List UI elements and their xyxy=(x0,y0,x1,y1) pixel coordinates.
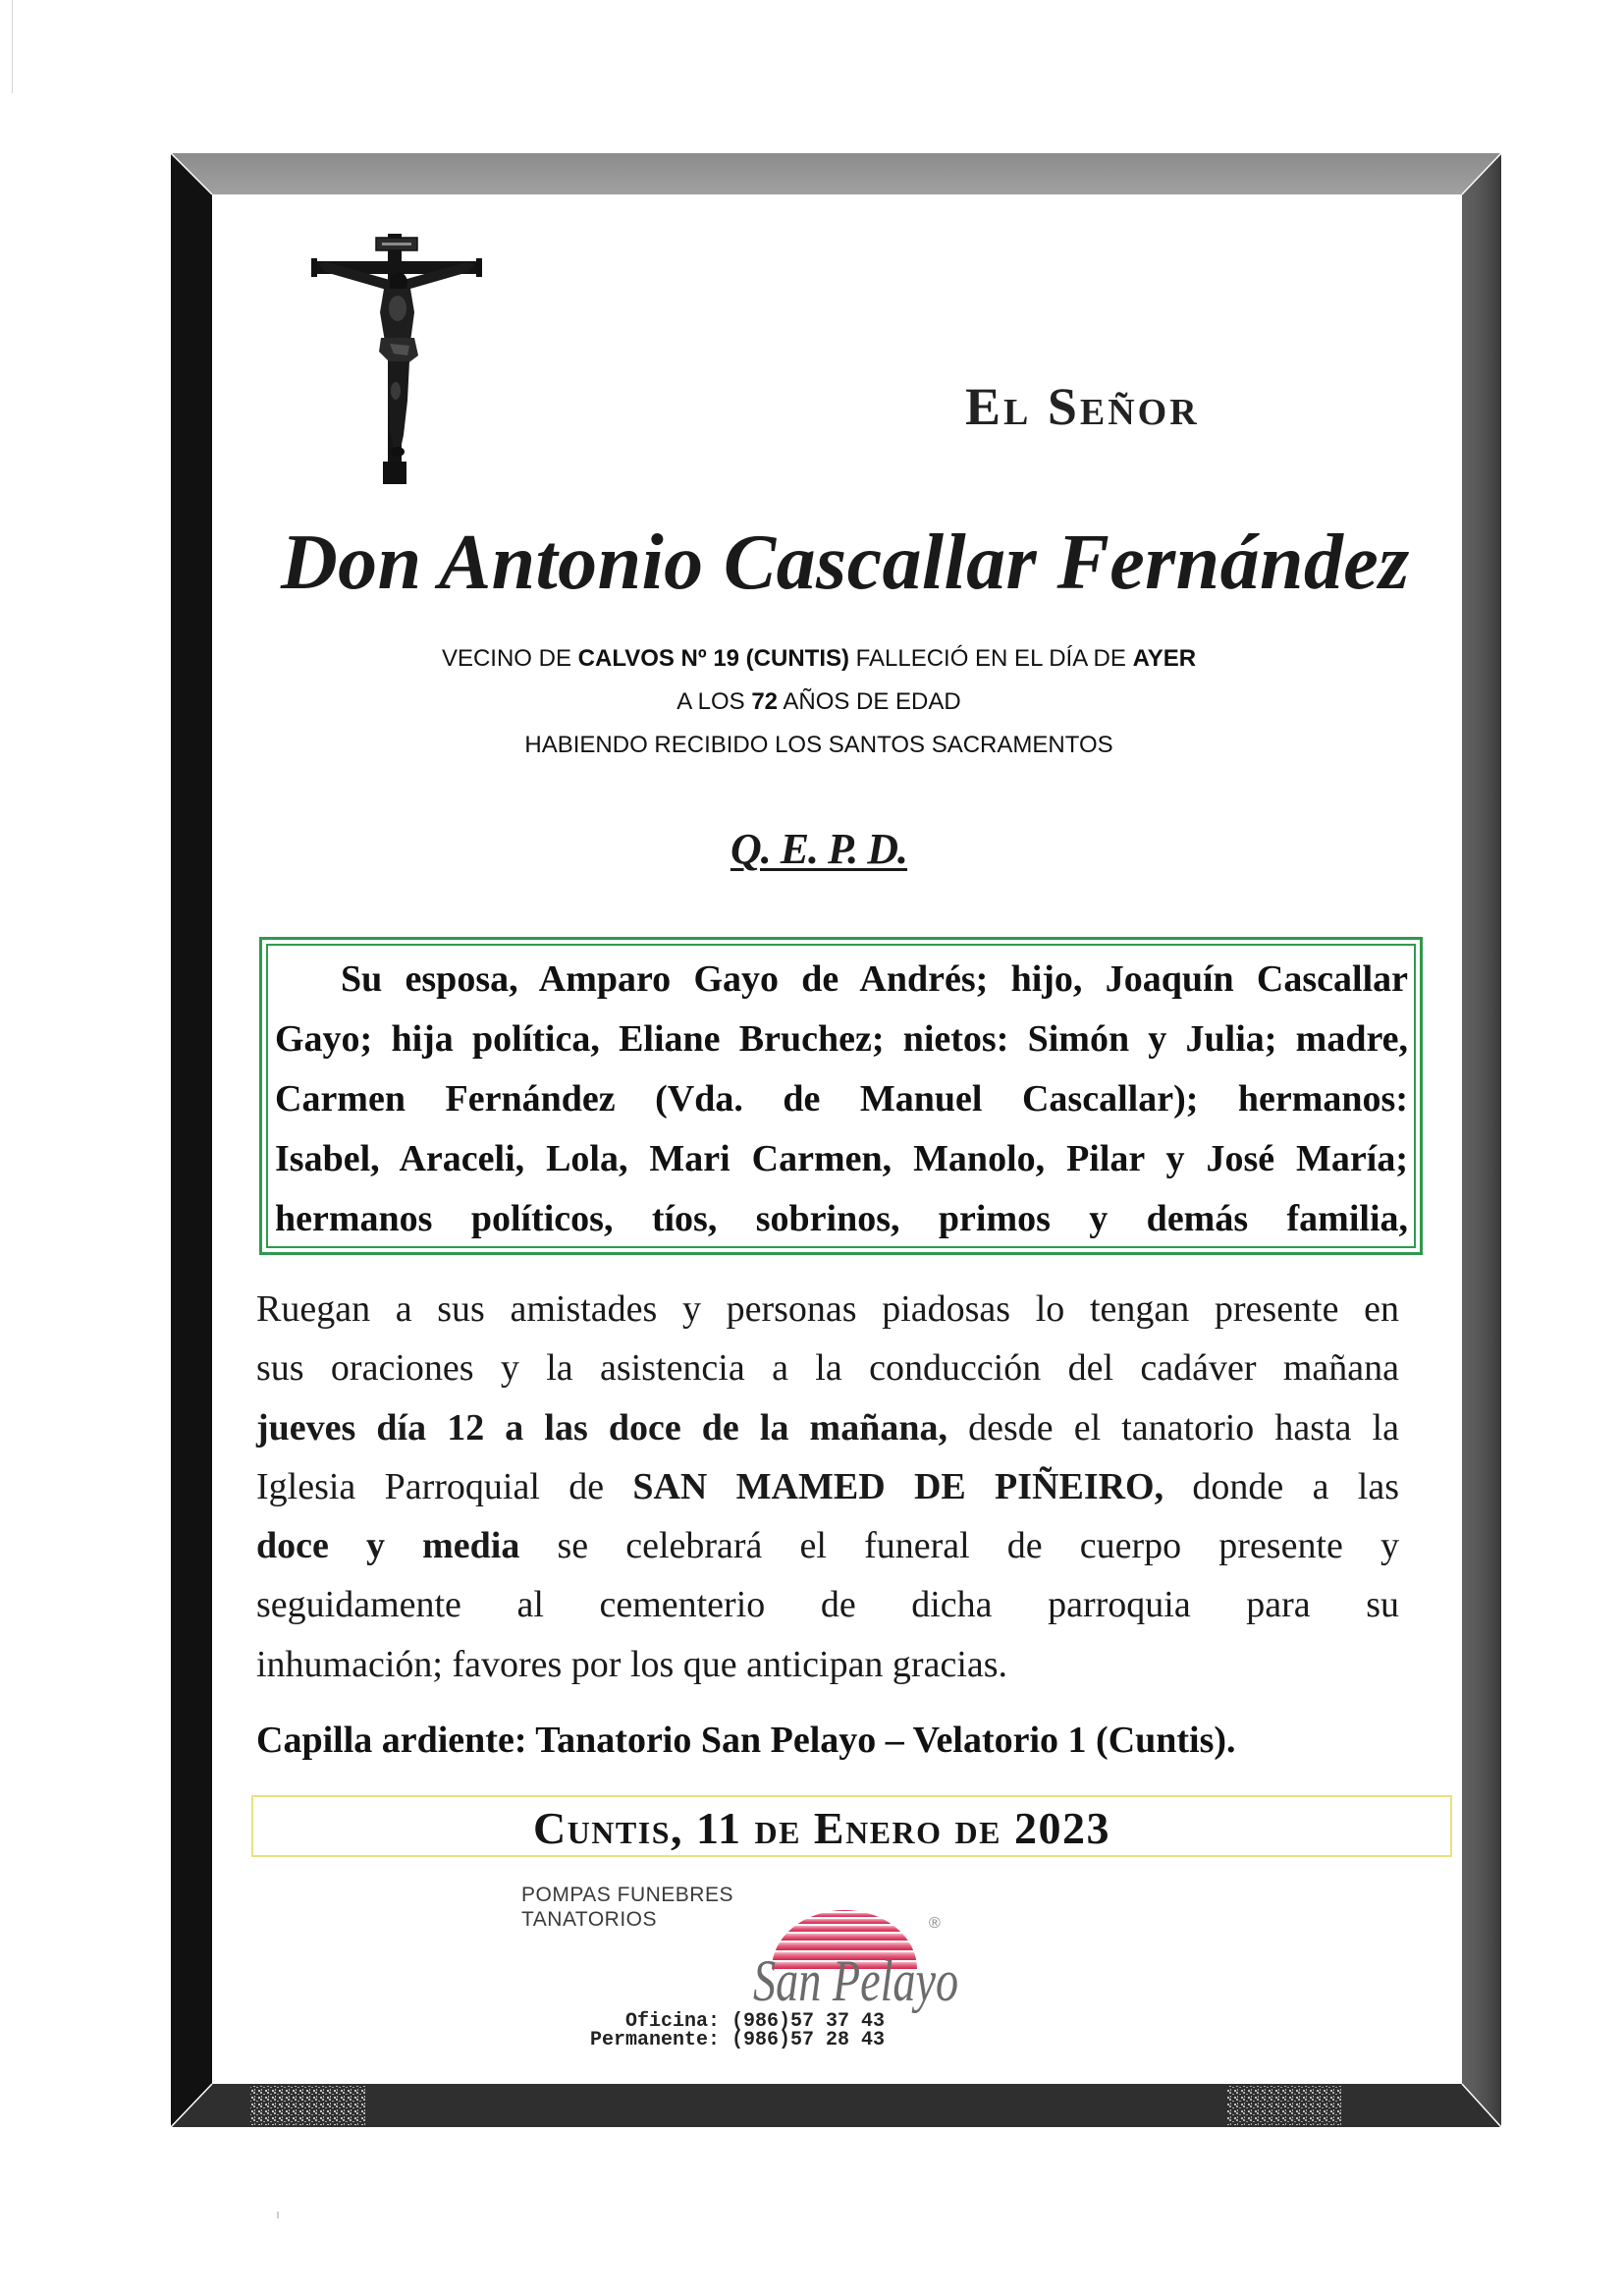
service-line: POMPAS FUNEBRES xyxy=(521,1884,733,1906)
frame-bottom-speckle-left xyxy=(250,2086,366,2125)
scan-artifact-line xyxy=(12,0,13,93)
family-line: hermanos políticos, tíos, sobrinos, primos y demás familia, xyxy=(275,1198,1408,1239)
request-line xyxy=(256,1516,1399,1575)
figure-chest-highlight xyxy=(389,296,406,321)
phone-list xyxy=(590,2012,885,2050)
details-text: VECINO DE xyxy=(441,645,578,672)
crucifix-title-marks xyxy=(382,243,411,246)
request-line xyxy=(256,1575,1399,1634)
frame-right-shade xyxy=(1462,153,1501,2127)
crucifix-icon xyxy=(311,234,483,484)
family-line: Carmen Fernández (Vda. de Manuel Cascallar); hermanos: xyxy=(275,1078,1408,1120)
logo-stripe xyxy=(771,1926,918,1932)
qepd-text: Q. E. P. D. xyxy=(730,825,908,873)
request-parish: SAN MAMED DE PIÑEIRO, xyxy=(632,1465,1164,1507)
phone-number: (986)57 37 43 xyxy=(731,2010,886,2033)
logo-wordmark: San Pelayo xyxy=(753,1948,959,2013)
service-line: TANATORIOS xyxy=(521,1908,658,1931)
request-line xyxy=(256,1398,1399,1457)
request-line xyxy=(256,1339,1399,1397)
crucifix-crossbar-end-left xyxy=(311,258,317,277)
frame-left-band xyxy=(171,153,212,2127)
qepd-heading xyxy=(230,825,1408,874)
logo-stripe xyxy=(771,1908,918,1911)
details-text: A LOS xyxy=(676,688,752,715)
crucifix-base xyxy=(383,462,406,484)
place-date: Cuntis, 11 de Enero de 2023 xyxy=(532,1803,1111,1853)
family-box xyxy=(259,937,1423,1255)
figure-feet xyxy=(391,447,405,457)
request-text: Ruegan a sus amistades y personas piadosas lo tengan presente en xyxy=(256,1288,1399,1330)
family-line: Su esposa, Amparo Gayo de Andrés; hijo, Joaquín Cascallar xyxy=(341,958,1408,1000)
family-list xyxy=(275,950,1408,1249)
request-date-time: jueves día 12 a las doce de la mañana, xyxy=(256,1406,947,1449)
logo-stripe xyxy=(771,1913,918,1917)
figure-knee-highlight xyxy=(391,382,401,400)
details-line-age xyxy=(230,681,1408,724)
request-text: Iglesia Parroquial de xyxy=(256,1465,633,1507)
details-text: AÑOS DE EDAD xyxy=(778,688,961,715)
chapel-line: Capilla ardiente: Tanatorio San Pelayo – Velatorio 1 (Cuntis). xyxy=(256,1720,1236,1761)
crucifix-crossbar-end-right xyxy=(476,258,482,277)
details-day: AYER xyxy=(1132,645,1197,672)
details-text: HABIENDO RECIBIDO LOS SANTOS SACRAMENTOS xyxy=(524,732,1113,758)
request-text: seguidamente al cementerio de dicha parroquia para su xyxy=(256,1584,1399,1626)
phone-label: Oficina: xyxy=(624,2010,720,2033)
details-address: CALVOS Nº 19 (CUNTIS) xyxy=(577,645,849,672)
funeral-home-services xyxy=(521,1883,733,1932)
details-line-sacraments xyxy=(230,724,1408,767)
request-text: sus oraciones y la asistencia a la conducción del cadáver mañana xyxy=(256,1347,1399,1390)
death-details xyxy=(230,637,1408,767)
figure-legs xyxy=(388,361,409,449)
family-line: Gayo; hija política, Eliane Bruchez; nietos: Simón y Julia; madre, xyxy=(275,1018,1408,1060)
frame-bottom-speckle-right xyxy=(1227,2086,1341,2125)
phone-label: Permanente: xyxy=(590,2029,721,2051)
scan-artifact-speck xyxy=(277,2212,279,2218)
request-line xyxy=(256,1635,1399,1694)
request-text: inhumación; favores por los que anticipan gracias. xyxy=(256,1643,1008,1685)
request-text: desde el tanatorio hasta la xyxy=(947,1406,1399,1449)
request-funeral-time: doce y media xyxy=(256,1525,520,1567)
honorific-title: El Señor xyxy=(965,377,1200,436)
funeral-request-paragraph xyxy=(256,1280,1399,1694)
registered-mark: ® xyxy=(929,1915,941,1932)
details-age-value: 72 xyxy=(751,688,779,715)
request-text: donde a las xyxy=(1163,1465,1399,1507)
logo-stripe xyxy=(771,1934,918,1941)
phone-number: (986)57 28 43 xyxy=(731,2029,886,2051)
request-text: se celebrará el funeral de cuerpo presente y xyxy=(519,1525,1400,1567)
request-line xyxy=(256,1457,1399,1516)
family-line: Isabel, Araceli, Lola, Mari Carmen, Manolo, Pilar y José María; xyxy=(275,1138,1408,1179)
logo-stripe xyxy=(771,1919,918,1924)
request-line xyxy=(256,1280,1399,1339)
deceased-name: Don Antonio Cascallar Fernández xyxy=(281,519,1410,606)
frame-top-shade xyxy=(171,153,1501,194)
details-line-residence xyxy=(230,637,1408,681)
details-text: FALLECIÓ EN EL DÍA DE xyxy=(849,645,1133,672)
phone-row-permanent xyxy=(590,2031,885,2050)
